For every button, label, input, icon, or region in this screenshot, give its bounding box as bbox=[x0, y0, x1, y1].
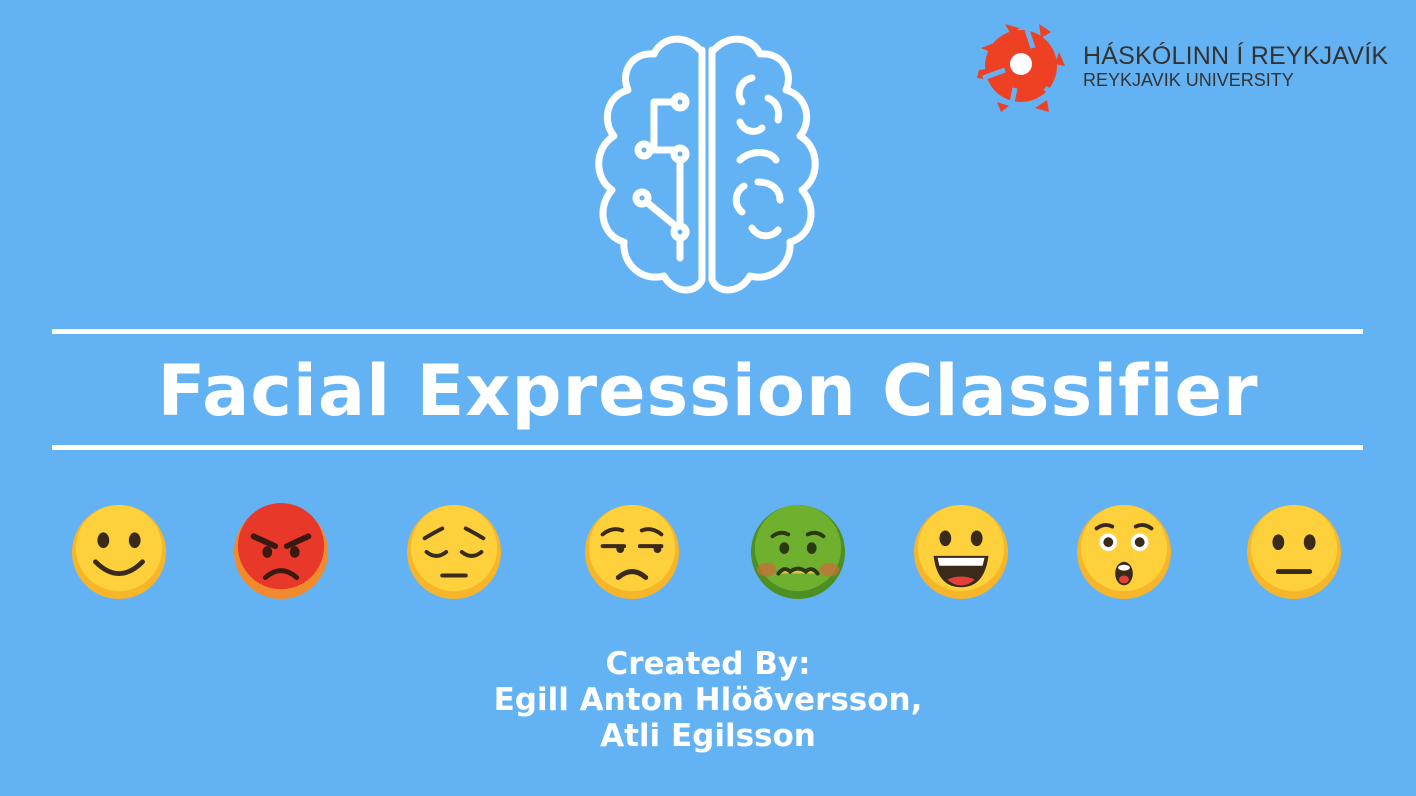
university-name-icelandic: HÁSKÓLINN Í REYKJAVÍK bbox=[1083, 42, 1389, 70]
slightly-smiling-face-icon bbox=[70, 503, 168, 601]
credits bbox=[0, 646, 1416, 754]
angry-face-icon bbox=[232, 503, 330, 601]
unamused-face-icon bbox=[583, 503, 681, 601]
surprised-face-icon bbox=[1075, 503, 1173, 601]
credits-heading: Created By: bbox=[605, 646, 811, 682]
nauseated-face-icon bbox=[749, 503, 847, 601]
brain-circuit-icon bbox=[582, 32, 834, 296]
grinning-face-icon bbox=[912, 503, 1010, 601]
credits-author-2: Atli Egilsson bbox=[600, 718, 816, 754]
university-emblem-icon bbox=[975, 18, 1067, 114]
title-rule-bottom bbox=[52, 445, 1363, 450]
pensive-face-icon bbox=[405, 503, 503, 601]
university-logo bbox=[975, 18, 1405, 118]
university-name-english: REYKJAVIK UNIVERSITY bbox=[1083, 70, 1294, 90]
credits-author-1: Egill Anton Hlöðversson, bbox=[493, 682, 923, 718]
page-title: Facial Expression Classifier bbox=[157, 350, 1259, 432]
neutral-face-icon bbox=[1245, 503, 1343, 601]
title-rule-top bbox=[52, 329, 1363, 334]
